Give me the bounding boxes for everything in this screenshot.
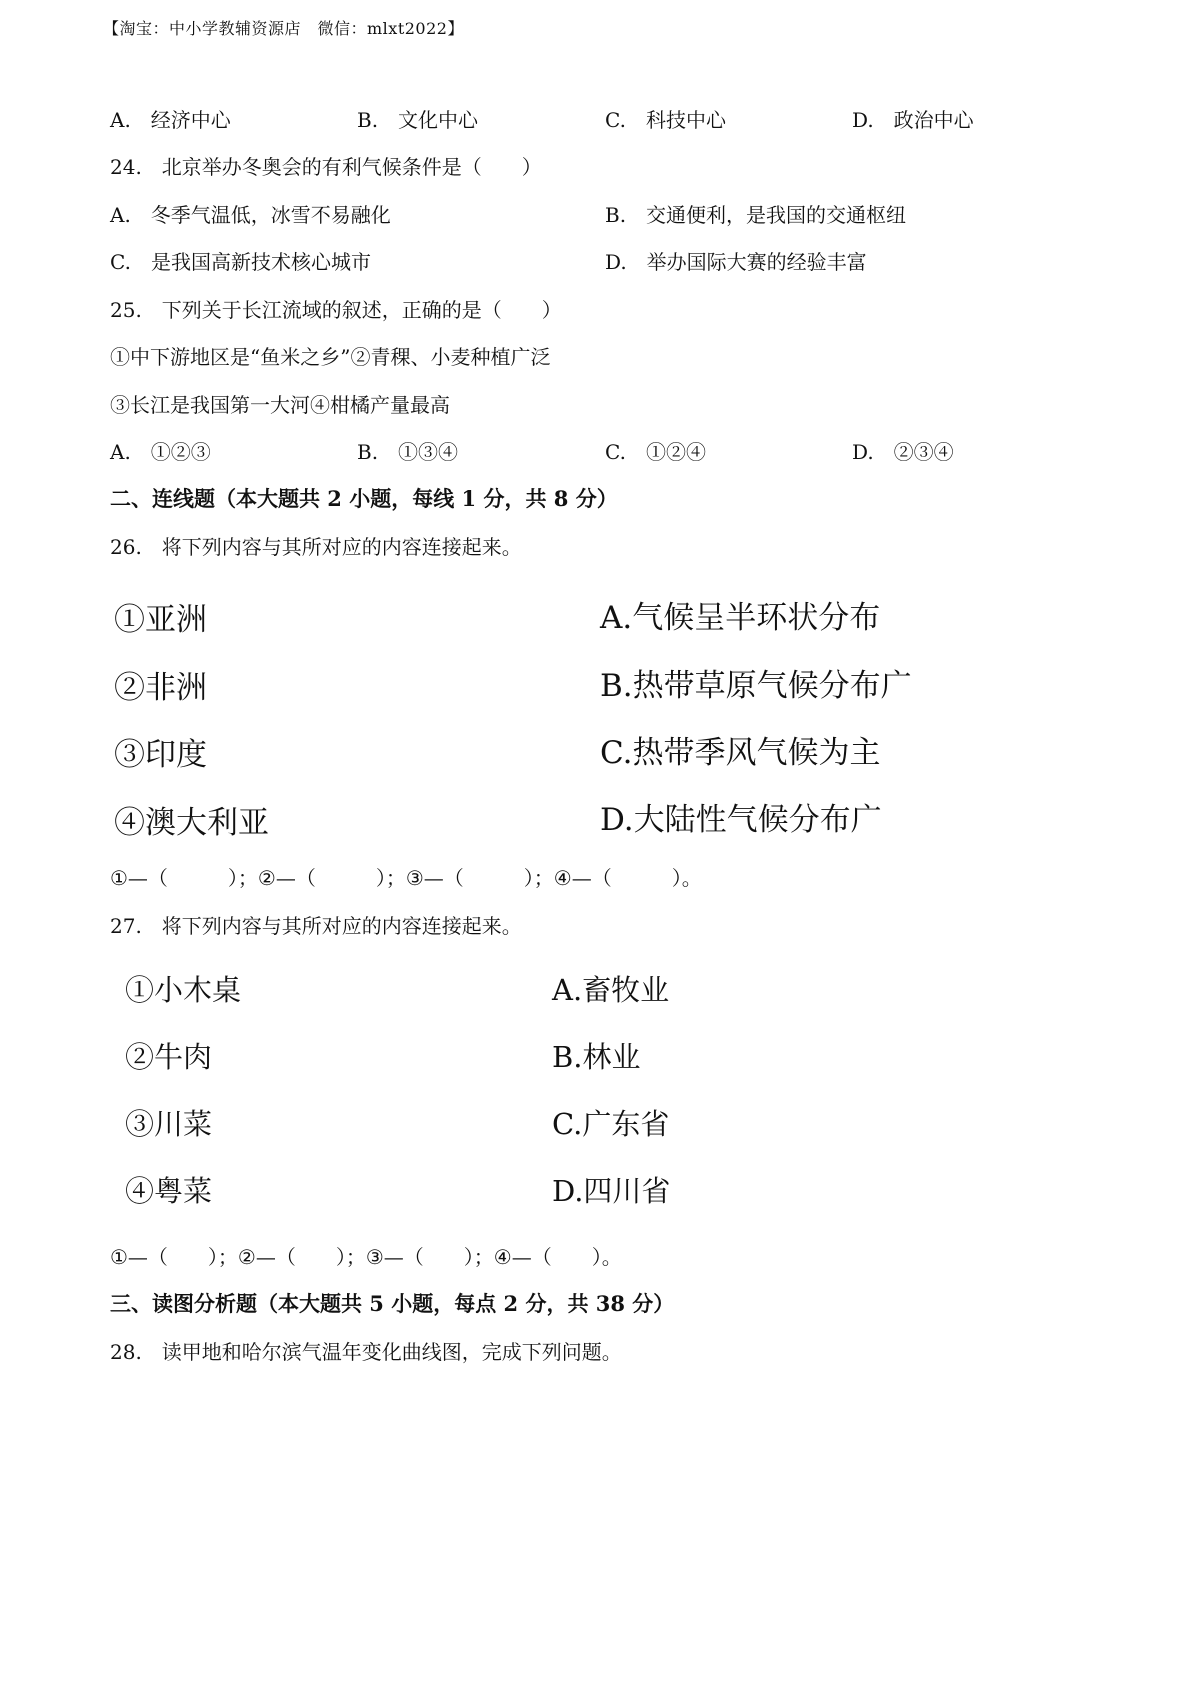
q27-left-item-3: ③川菜	[125, 1107, 213, 1141]
q24-stem: 24. 北京举办冬奥会的有利气候条件是（ ）	[110, 155, 542, 179]
q25-option-d: D. ②③④	[852, 440, 954, 464]
q26-stem: 26. 将下列内容与其所对应的内容连接起来。	[110, 535, 522, 559]
q26-left-item-3: ③印度	[114, 737, 207, 773]
q26-right-item-c: C.热带季风气候为主	[600, 735, 881, 771]
q26-right-item-d: D.大陆性气候分布广	[600, 802, 882, 838]
q25-option-c: C. ①②④	[605, 440, 706, 464]
q24-option-b: B. 交通便利，是我国的交通枢纽	[605, 203, 907, 227]
q25-option-b: B. ①③④	[357, 440, 459, 464]
q25-statement-line-1: ①中下游地区是“鱼米之乡”②青稞、小麦种植广泛	[110, 345, 551, 369]
q24-option-d: D. 举办国际大赛的经验丰富	[605, 250, 867, 274]
q27-right-item-b: B.林业	[552, 1040, 641, 1074]
q24-option-c: C. 是我国高新技术核心城市	[110, 250, 371, 274]
q26-left-item-2: ②非洲	[114, 670, 207, 706]
q26-answer-blanks: ①—（ ）；②—（ ）；③—（ ）；④—（ ）。	[110, 866, 702, 890]
q23-option-d: D. 政治中心	[852, 108, 974, 132]
q27-stem: 27. 将下列内容与其所对应的内容连接起来。	[110, 914, 522, 938]
q25-statement-line-2: ③长江是我国第一大河④柑橘产量最高	[110, 393, 450, 417]
section-2-heading: 二、连线题（本大题共 2 小题，每线 1 分，共 8 分）	[110, 486, 618, 511]
q27-left-item-4: ④粤菜	[125, 1174, 213, 1208]
q26-left-item-1: ①亚洲	[114, 602, 207, 638]
q25-stem: 25. 下列关于长江流域的叙述，正确的是（ ）	[110, 298, 562, 322]
q23-option-a: A. 经济中心	[110, 108, 231, 132]
q28-stem: 28. 读甲地和哈尔滨气温年变化曲线图，完成下列问题。	[110, 1340, 622, 1364]
q26-right-item-a: A.气候呈半环状分布	[600, 600, 881, 636]
q23-option-c: C. 科技中心	[605, 108, 726, 132]
q26-right-item-b: B.热带草原气候分布广	[600, 668, 912, 704]
q24-option-a: A. 冬季气温低，冰雪不易融化	[110, 203, 391, 227]
q27-right-item-c: C.广东省	[552, 1107, 670, 1141]
q26-left-item-4: ④澳大利亚	[114, 805, 269, 841]
q23-option-b: B. 文化中心	[357, 108, 479, 132]
q27-right-item-d: D.四川省	[552, 1174, 671, 1208]
q27-left-item-1: ①小木桌	[125, 973, 242, 1007]
q27-right-item-a: A.畜牧业	[552, 973, 670, 1007]
page-header-watermark: 【淘宝：中小学教辅资源店 微信：mlxt2022】	[103, 19, 464, 38]
q27-answer-blanks: ①—（ ）；②—（ ）；③—（ ）；④—（ ）。	[110, 1245, 622, 1269]
q25-option-a: A. ①②③	[110, 440, 211, 464]
q27-left-item-2: ②牛肉	[125, 1040, 213, 1074]
section-3-heading: 三、读图分析题（本大题共 5 小题，每点 2 分，共 38 分）	[110, 1291, 675, 1316]
